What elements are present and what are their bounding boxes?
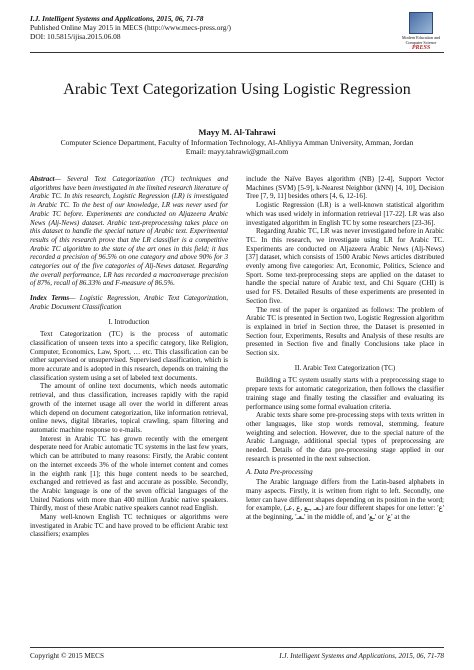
section-heading-arabic-tc: II. Arabic Text Categorization (TC) (294, 363, 396, 372)
paragraph: Logistic Regression (LR) is a well-known statistical algorithm which was used widely in information retrieval [17-22]. LR was also investigated algorithm in English TC by some researchers [23-36]. (246, 201, 444, 227)
abstract-text: — Several Text Categorization (TC) techniques and algorithms have been investigated in the limited research literature of Arabic TC. In this research, Logistic Regression (LR) is investigated in Arabic TC. To the best of our knowledge, LR was never used for Arabic TC before. Experiments are conducted on Aljazeera Arabic News (Alj-News) dataset. Arabic text-preprocessing takes place on this dataset to handle the special nature of Arabic text. Experimental results of this research prove that the LR classifier is a competitive Arabic TC algorithm to the state of the art ones in this field; it has recorded a precision of 96.5% on one category and above 90% for 3 categories out of the five categories of Alj-News dataset. Regarding the overall performance, LR has recorded a macroaverage precision of 87%, recall of 86.33% and F-measure of 86.5%. (30, 175, 228, 288)
author-affiliation: Computer Science Department, Faculty of Information Technology, Al-Ahliyya Amman University, Amman, Jordan (60, 137, 414, 147)
paragraph: The amount of online text documents, which needs automatic retrieval, and thus classification, increases rapidly with the rapid growth of the internet usage all over the world in different areas which depend on document categorization, like information retrieval, online news, digital libraries, topical crawling, spam filtering and automatic machine response to e-mails. (30, 382, 228, 434)
paragraph: Text Categorization (TC) is the process of automatic classification of unseen texts into a specific category, like Religion, Computer, Economics, Law, Sport, … etc. This classification can be either supervised or unsupervised. Supervised classification, which is more accurate and is adopted in this research, depends on training the classification system using a set of labeled text documents. (30, 330, 228, 382)
abstract-label: Abstract (30, 175, 55, 183)
footer-copyright: Copyright © 2015 MECS (30, 652, 104, 660)
doi-line: DOI: 10.5815/ijisa.2015.06.08 (30, 32, 121, 41)
paragraph: The rest of the paper is organized as follows: The problem of Arabic TC is presented in Section two, Logistic Regression algorithm is explained in brief in Section three, the Dataset is presented in Section four, Experiments, Results and Analysis of these results are presented in Section five and finally Conclusions take place in Section six. (246, 305, 444, 358)
journal-name: I.J. Intelligent Systems and Applications, 2015, 06, 71-78 (30, 14, 204, 23)
publisher-logo (398, 12, 444, 51)
logo-text: Modern Education and Computer Science (401, 35, 441, 45)
paragraph: Building a TC system usually starts with a preprocessing stage to prepare texts for automatic categorization, then follows the classifier training stage and finally testing the classifier and evaluating its performance using some formal evaluation criteria. (246, 376, 444, 411)
section-heading-introduction: I. Introduction (108, 317, 150, 326)
right-column (246, 175, 444, 522)
page-header (30, 14, 444, 41)
abstract (30, 175, 228, 288)
index-terms-label: Index Terms (30, 294, 70, 303)
author-email: Email: mayy.tahrawi@gmail.com (185, 147, 289, 157)
author-block (30, 128, 444, 157)
footer-rule (30, 647, 444, 648)
paragraph: Arabic texts share some pre-processing steps with texts written in other languages, like stop words removal, stemming, feature weighting and selection. However, due to the special nature of the Arabic Language, additional special types of preprocessing are needed. Details of the data pre-processing stage applied in our research is presented in the next subsection. (246, 411, 444, 463)
paragraph: include the Naïve Bayes algorithm (NB) [2-4], Support Vector Machines (SVM) [5-9], k-Nearest Neighbor (kNN) [4, 10], Decision Tree [7, 9, 11] besides others [4, 6, 12-16]. (246, 175, 444, 201)
published-line: Published Online May 2015 in MECS (http://www.mecs-press.org/) (30, 23, 231, 32)
paragraph: Regarding Arabic TC, LR was never investigated before in Arabic TC. In this research, we investigate using LR for Arabic TC. Experiments are conducted on Aljazeera Arabic News (Alj-News) [37] dataset, which consists of 1500 Arabic News articles distributed evenly among five categories: Art, Economic, Politics, Science and Sport. Some text-preprocessing steps are applied on the dataset to handle the special nature of Arabic text, and Chi Square (CHI) is used for FS. Detailed Results of these experiments are presented in Section five. (246, 227, 444, 305)
left-column (30, 175, 228, 539)
index-terms (30, 294, 228, 311)
book-icon (409, 12, 433, 34)
paragraph: The Arabic language differs from the Latin-based alphabets in many aspects. Firstly, it is written from right to left. Secondly, one letter can have different shapes depending on its position in the word; for example, (ـعـ ,ـع ,ع ,عـ) are four different shapes for one letter: 'ع' at the beginning, 'ـعـ' in the middle of, and 'ـع' or 'ع' at the (246, 478, 444, 522)
paragraph: Many well-known English TC techniques or algorithms were investigated in Arabic TC and have proved to be efficient Arabic text classifiers; examples (30, 513, 228, 539)
index-terms-text: — Logistic Regression, Arabic Text Categorization, Arabic Document Classification (30, 294, 228, 311)
author-name: Mayy M. Al-Tahrawi (198, 127, 276, 137)
logo-brand: PRESS (411, 45, 431, 51)
header-rule (30, 52, 444, 53)
paper-title: Arabic Text Categorization Using Logistic Regression (63, 81, 411, 98)
footer-journal: I.J. Intelligent Systems and Applications, 2015, 06, 71-78 (279, 652, 444, 660)
subsection-heading: A. Data Pre-processing (246, 467, 313, 476)
paragraph: Interest in Arabic TC has grown recently with the emergent desperate need for Arabic automatic TC systems in the last few years, which can be attributed to many reasons: Firstly, the Arabic content on the internet exceeds 3% of the whole internet content and comes in the eighth rank [1]; this huge content needs to be searched, exchanged and retrieved as fast and accurate as possible. Secondly, the Arabic language is one of the seven official languages of the United Nations with more than 400 million Arabic native speakers. Thirdly, most of these Arabic native speakers cannot read English. (30, 434, 228, 513)
